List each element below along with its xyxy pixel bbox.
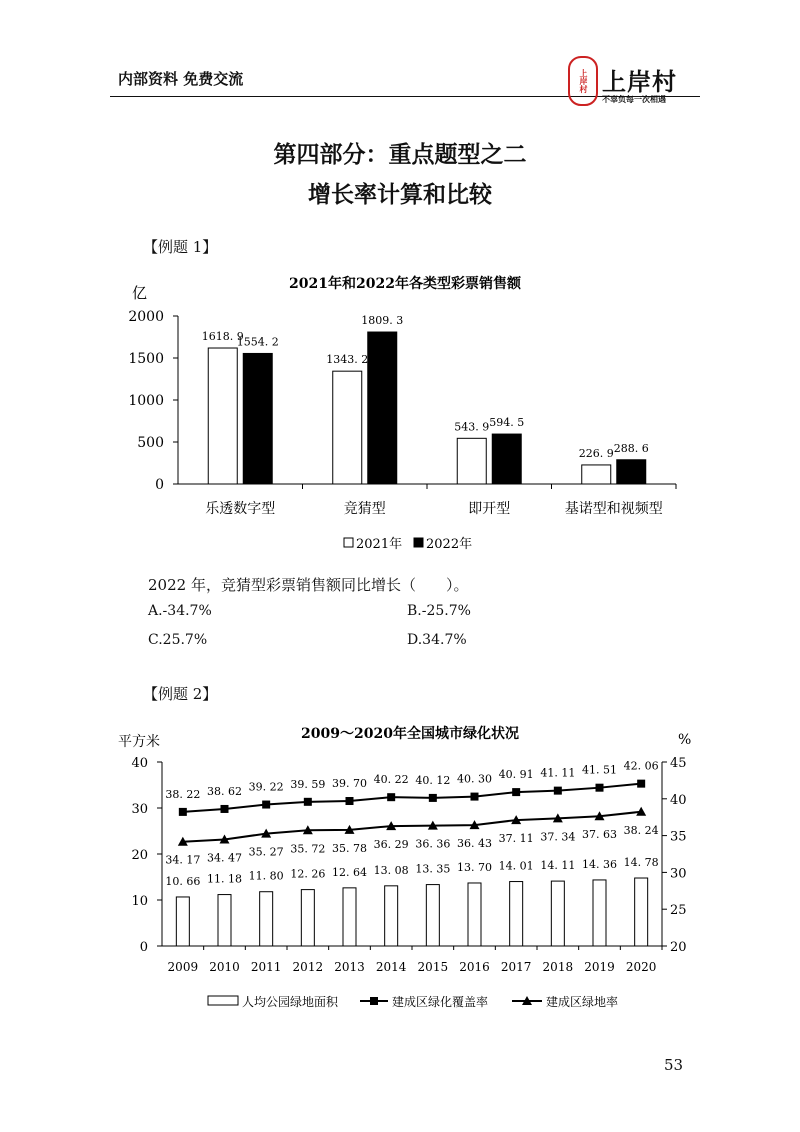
chart2-bar [260, 892, 273, 946]
chart2-marker-square [179, 808, 187, 816]
chart1-data-label: 1618. 9 [201, 330, 244, 344]
chart2-line-data-label: 35. 72 [290, 842, 326, 856]
chart2-category-label: 2009 [167, 960, 199, 974]
chart2-line-data-label: 41. 51 [582, 763, 617, 777]
chart2-line-data-label: 38. 24 [623, 823, 659, 837]
chart2-bar-data-label: 13. 08 [373, 863, 409, 877]
chart2-bar-data-label: 14. 11 [540, 859, 576, 873]
chart2-ytick-right-label: 20 [670, 940, 687, 955]
chart2-marker-square [346, 797, 354, 805]
chart2-bar-data-label: 14. 01 [498, 859, 534, 873]
example1-question: 2022 年，竞猜型彩票销售额同比增长（ ）。 [148, 576, 469, 594]
chart2-bar [551, 881, 564, 946]
chart2-category-label: 2018 [542, 960, 574, 974]
chart2-ytick-right-label: 30 [670, 866, 687, 882]
chart2-marker-square [512, 788, 520, 796]
chart2-category-label: 2016 [459, 960, 490, 974]
chart2-line-data-label: 34. 47 [207, 851, 242, 865]
chart1-legend-swatch-2021 [344, 538, 353, 547]
chart1-bar [492, 434, 521, 484]
chart2-bar-data-label: 12. 64 [332, 865, 367, 879]
chart1-bar [208, 348, 237, 484]
chart2-legend-swatch-bar [208, 996, 238, 1005]
option-a[interactable]: A.-34.7% [148, 603, 212, 619]
chart2-marker-square [387, 793, 395, 801]
chart2-bar [218, 895, 231, 946]
option-d[interactable]: D.34.7% [407, 632, 467, 648]
logo-brand: 上岸村 [602, 68, 677, 96]
chart2-marker-square [471, 793, 479, 801]
chart2-legend-label: 人均公园绿地面积 [242, 995, 339, 1009]
chart2-bar-data-label: 11. 80 [248, 869, 284, 883]
chart1-legend-label: 2022年 [426, 537, 473, 552]
chart2-title: 2009～2020年全国城市绿化状况 [301, 726, 519, 742]
chart2-category-label: 2014 [375, 960, 407, 974]
chart1-data-label: 1554. 2 [236, 335, 279, 349]
chart2-category-label: 2017 [500, 960, 532, 974]
chart2-bar-data-label: 11. 18 [207, 872, 242, 886]
chart2-bar [343, 888, 356, 946]
chart2-bar [176, 897, 189, 946]
chart2-category-label: 2019 [584, 960, 615, 974]
option-c[interactable]: C.25.7% [148, 632, 208, 648]
chart2-bar [510, 882, 523, 946]
chart2-line-data-label: 38. 22 [165, 787, 201, 801]
chart1-category-label: 竞猜型 [343, 501, 386, 517]
chart1-data-label: 288. 6 [613, 441, 649, 455]
section-subtitle: 增长率计算和比较 [308, 181, 492, 208]
chart1-legend-swatch-2022 [414, 538, 423, 547]
chart1-ytick-label: 0 [155, 477, 164, 493]
chart2-category-label: 2010 [209, 960, 240, 974]
chart2-line-data-label: 37. 11 [498, 832, 534, 846]
chart2-marker-square [637, 780, 645, 788]
chart2-line-data-label: 39. 59 [290, 777, 326, 791]
chart1-data-label: 1809. 3 [361, 314, 404, 328]
chart2-line-data-label: 37. 63 [582, 828, 617, 842]
logo-seal-icon: 上岸村 [568, 56, 598, 106]
chart1-title: 2021年和2022年各类型彩票销售额 [289, 276, 521, 292]
chart1-ytick-label: 1500 [128, 351, 164, 367]
chart2-category-label: 2012 [292, 960, 324, 974]
chart1-ytick-label: 2000 [128, 309, 164, 325]
chart1-bar [617, 460, 646, 484]
option-b[interactable]: B.-25.7% [407, 603, 471, 619]
chart-urban-greening [0, 716, 800, 1020]
chart2-ytick-right-label: 25 [670, 903, 687, 919]
chart2-bar [593, 880, 606, 946]
chart2-bar [635, 878, 648, 946]
example1-label: 【例题 1】 [143, 238, 218, 256]
chart2-line-data-label: 39. 22 [248, 780, 284, 794]
chart2-ytick-left-label: 20 [131, 848, 148, 863]
chart2-ytick-right-label: 45 [670, 756, 687, 771]
chart2-category-label: 2020 [625, 960, 657, 974]
chart2-bar-data-label: 12. 26 [290, 867, 326, 881]
chart2-category-label: 2015 [417, 960, 449, 974]
chart-lottery-sales [0, 268, 800, 564]
chart2-line-data-label: 35. 27 [248, 845, 284, 859]
chart2-bar [301, 890, 314, 946]
chart2-bar-data-label: 13. 35 [415, 862, 451, 876]
chart2-line-data-label: 34. 17 [165, 853, 201, 867]
chart2-ytick-left-label: 0 [139, 940, 148, 955]
chart2-line-data-label: 41. 11 [540, 766, 576, 780]
chart2-line-data-label: 36. 36 [415, 837, 451, 851]
chart2-ytick-right-label: 40 [670, 792, 687, 808]
chart2-marker-square [221, 805, 229, 813]
chart2-bar [385, 886, 398, 946]
chart2-bar [468, 883, 481, 946]
chart1-ytick-label: 1000 [128, 393, 164, 409]
chart1-category-label: 即开型 [468, 501, 511, 517]
chart2-ylabel-right: % [678, 732, 692, 748]
chart2-ytick-left-label: 10 [131, 894, 148, 909]
chart2-line-data-label: 37. 34 [540, 830, 576, 844]
chart2-category-label: 2011 [250, 960, 282, 974]
chart2-line-data-label: 40. 30 [457, 772, 492, 786]
chart2-ylabel-left: 平方米 [118, 734, 160, 750]
chart1-data-label: 543. 9 [454, 420, 490, 434]
chart1-data-label: 226. 9 [578, 446, 614, 460]
page-number: 53 [664, 1056, 684, 1074]
section-title: 第四部分：重点题型之二 [273, 141, 527, 168]
chart2-line-data-label: 40. 91 [498, 768, 534, 782]
chart1-bar [333, 371, 362, 484]
chart2-marker-square [304, 798, 312, 806]
chart1-data-label: 1343. 2 [326, 353, 369, 367]
chart1-category-label: 基诺型和视频型 [564, 501, 663, 517]
chart2-bar-data-label: 14. 36 [582, 857, 617, 871]
chart2-bar-data-label: 13. 70 [457, 860, 492, 874]
chart2-ytick-left-label: 40 [131, 756, 148, 771]
chart1-ytick-label: 500 [137, 435, 164, 451]
chart1-category-label: 乐透数字型 [205, 501, 276, 517]
header-left-text: 内部资料 免费交流 [118, 70, 244, 88]
chart2-line-data-label: 35. 78 [332, 841, 367, 855]
chart2-line-data-label: 38. 62 [207, 784, 242, 798]
chart2-line-data-label: 39. 70 [332, 777, 367, 791]
chart1-bar [243, 353, 272, 484]
chart2-line-data-label: 40. 12 [415, 773, 451, 787]
chart1-ylabel: 亿 [132, 284, 148, 302]
chart2-line-data-label: 40. 22 [373, 773, 409, 787]
chart2-legend-marker-square [370, 997, 378, 1005]
example2-label: 【例题 2】 [143, 685, 218, 703]
chart2-legend-label: 建成区绿地率 [546, 995, 619, 1009]
chart1-bar [582, 465, 611, 484]
chart2-marker-square [554, 787, 562, 795]
chart1-bar [457, 438, 486, 484]
chart2-bar [426, 885, 439, 946]
chart1-data-label: 594. 5 [489, 416, 525, 430]
logo-slogan: 不辜负每一次相遇 [602, 95, 666, 104]
chart2-line-data-label: 42. 06 [623, 759, 659, 773]
chart2-bar-data-label: 14. 78 [623, 856, 659, 870]
chart2-ytick-left-label: 30 [131, 802, 148, 817]
chart2-line-data-label: 36. 29 [373, 838, 409, 852]
chart2-marker-square [262, 801, 270, 809]
chart2-ytick-right-label: 35 [670, 829, 687, 845]
chart2-marker-square [596, 784, 604, 792]
chart2-marker-square [429, 794, 437, 802]
chart1-legend-label: 2021年 [356, 537, 403, 552]
page-header [88, 56, 700, 112]
chart2-legend-label: 建成区绿化覆盖率 [392, 995, 489, 1009]
chart2-category-label: 2013 [334, 960, 365, 974]
chart1-bar [368, 332, 397, 484]
chart2-line-data-label: 36. 43 [457, 837, 492, 851]
chart2-bar-data-label: 10. 66 [165, 874, 201, 888]
